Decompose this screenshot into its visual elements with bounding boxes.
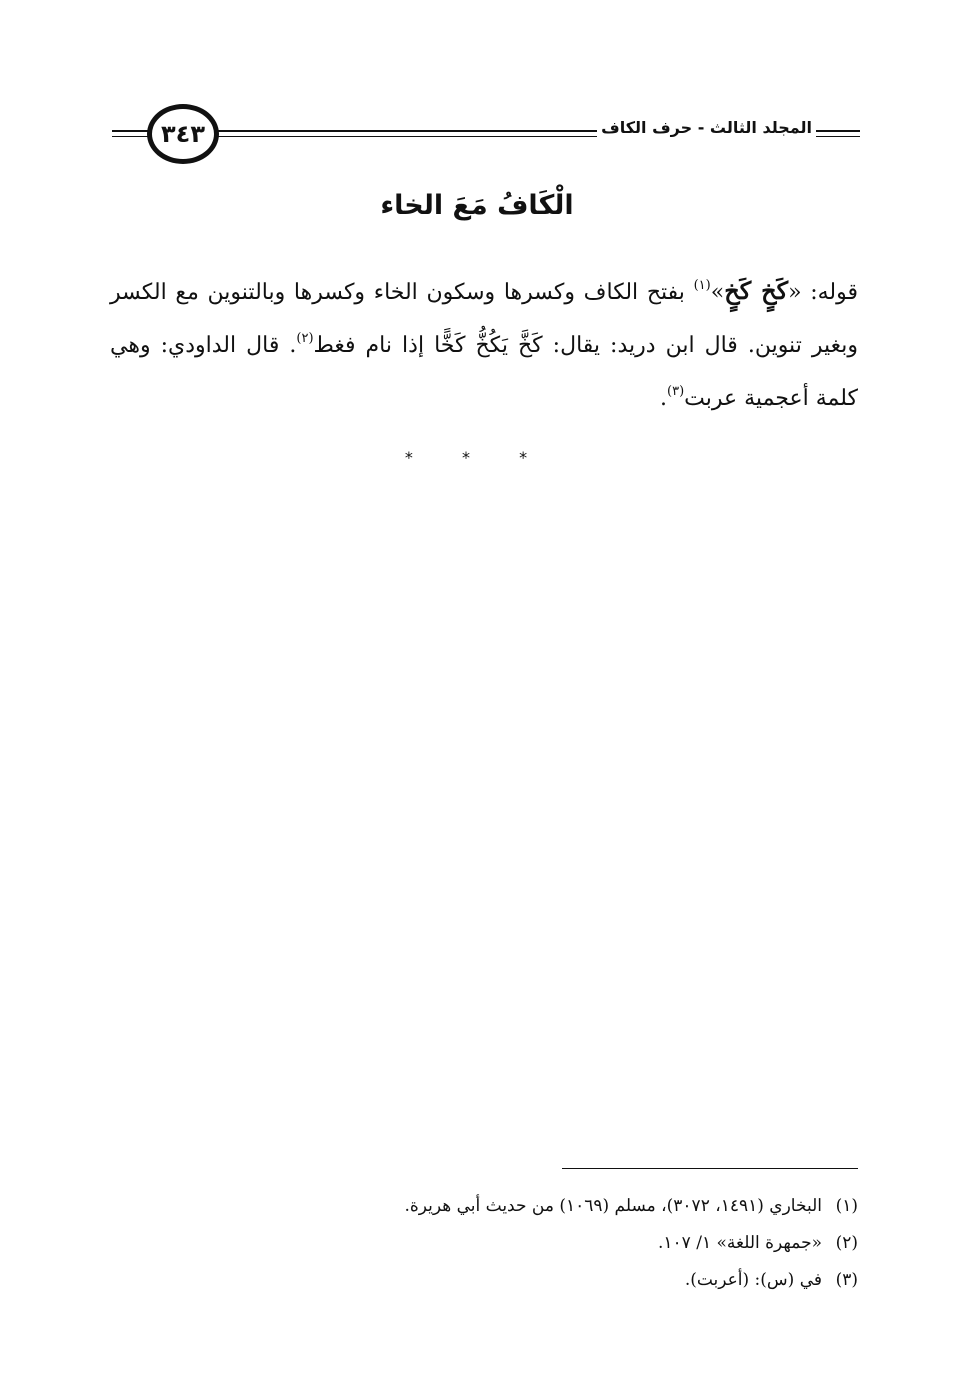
footnote-number: (٣) (835, 1270, 858, 1290)
body-prefix: قوله: « (788, 280, 858, 305)
body-paragraph (110, 264, 858, 425)
body-text-3: . (660, 386, 668, 411)
close-quote: » (710, 280, 725, 305)
footnote-ref-3[interactable]: (٣) (667, 384, 685, 399)
page-number-badge (147, 104, 219, 164)
footnote-text: البخاري (١٤٩١، ٣٠٧٢)، مسلم (١٠٦٩) من حديث أبي هريرة. (404, 1196, 822, 1216)
footnote-item (110, 1262, 858, 1299)
body-text-2: . قال الداودي: وهي كلمة أعجمية عربت (110, 333, 858, 411)
footnote-rule (562, 1168, 858, 1169)
footnote-ref-1[interactable]: (١) (693, 278, 711, 293)
chapter-heading: الْكَافُ مَعَ الخاء (380, 190, 574, 221)
footnote-text: «جمهرة اللغة» ١/ ١٠٧. (657, 1233, 822, 1253)
quoted-word: كَخٍ كَخٍ (724, 276, 789, 305)
header-rule (112, 130, 152, 132)
footnote-item (110, 1225, 858, 1262)
footnotes (110, 1188, 858, 1299)
body-text-1: بفتح الكاف وكسرها وسكون الخاء وكسرها وبالتنوين مع الكسر وبغير تنوين. قال ابن دريد: يقال: كَخَّ يَكُخُّ كَخًّا إذا نام فغط (110, 280, 858, 358)
header-rule (112, 136, 152, 137)
footnote-number: (١) (835, 1196, 858, 1216)
section-separator: * * * (404, 448, 550, 467)
footnote-number: (٢) (835, 1233, 858, 1253)
footnote-item (110, 1188, 858, 1225)
running-title: المجلد الثالث - حرف الكاف (597, 118, 816, 137)
footnote-text: في (س): (أعربت). (684, 1270, 822, 1290)
page-header (112, 100, 860, 170)
footnote-ref-2[interactable]: (٢) (296, 331, 314, 346)
page-number: ٣٤٣ (161, 120, 205, 148)
